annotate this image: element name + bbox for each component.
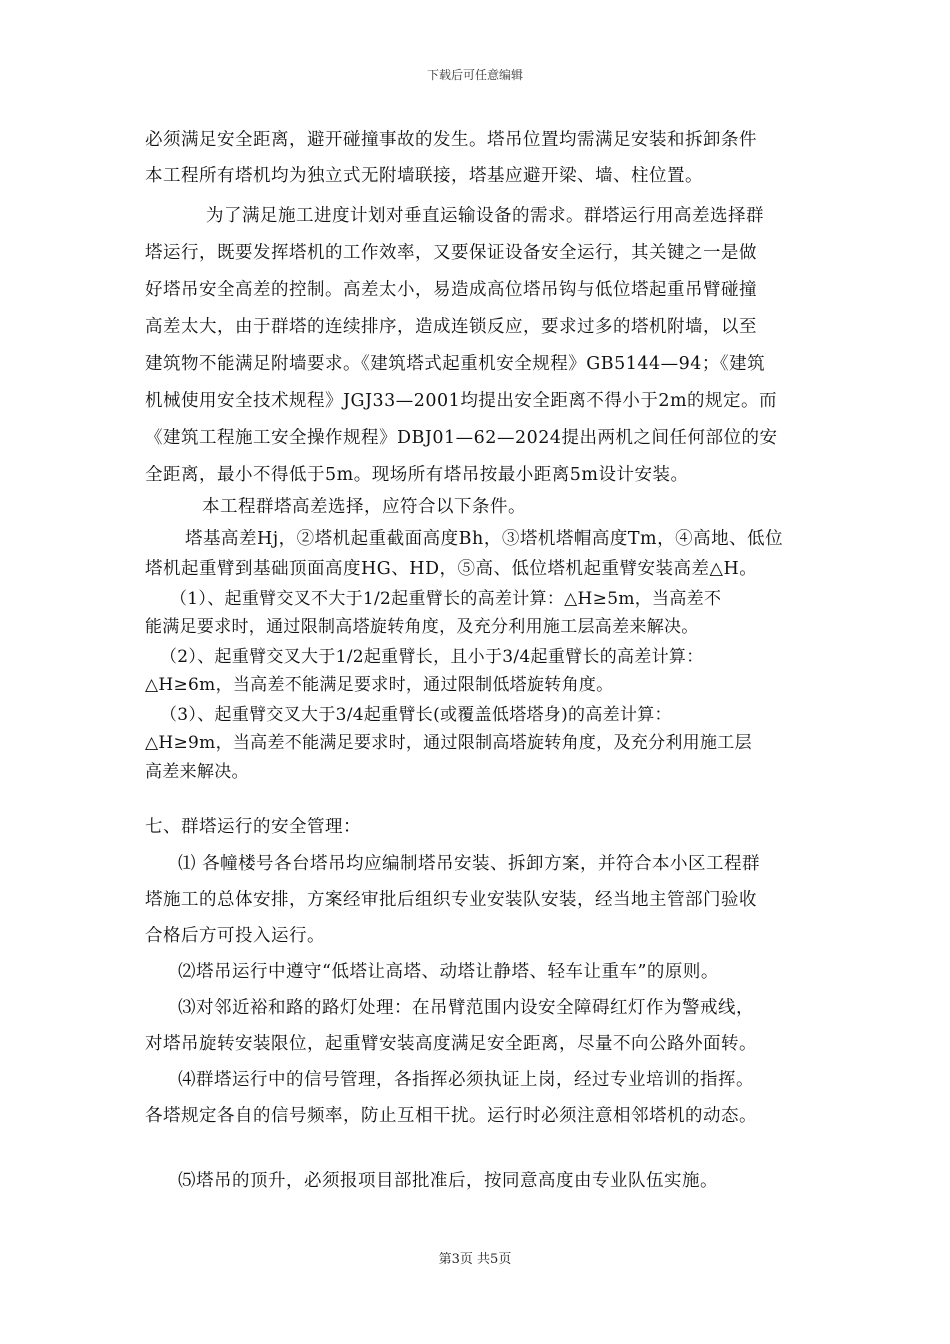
text-line: 好塔吊安全高差的控制。高差太小，易造成高位塔吊钩与低位塔起重吊臂碰撞 <box>145 280 757 300</box>
text-line: 塔基高差Hj，②塔机起重截面高度Bh，③塔机塔帽高度Tm，④高地、低位 <box>185 529 784 549</box>
text-line: 全距离，最小不得低于5m。现场所有塔吊按最小距离5m设计安装。 <box>145 465 689 485</box>
text-line: 高差太大，由于群塔的连续排序，造成连锁反应，要求过多的塔机附墙，以至 <box>145 317 757 337</box>
text-line: 必须满足安全距离，避开碰撞事故的发生。塔吊位置均需满足安装和拆卸条件 <box>145 130 757 150</box>
text-line: ⑵塔吊运行中遵守“低塔让高塔、动塔让静塔、轻车让重车”的原则。 <box>178 962 719 982</box>
text-line: 塔施工的总体安排，方案经审批后组织专业安装队安装，经当地主管部门验收 <box>145 890 757 910</box>
text-line: （3）、起重臂交叉大于3/4起重臂长(或覆盖低塔塔身)的高差计算： <box>160 705 672 725</box>
page-footer: 第3页 共5页 <box>438 1252 512 1267</box>
text-line: 为了满足施工进度计划对垂直运输设备的需求。群塔运行用高差选择群 <box>206 206 764 226</box>
text-line: 建筑物不能满足附墙要求。《建筑塔式起重机安全规程》GB5144—94；《建筑 <box>145 354 766 374</box>
text-line: ⑶对邻近裕和路的路灯处理：在吊臂范围内设安全障碍红灯作为警戒线， <box>178 998 754 1018</box>
text-line: ⑸塔吊的顶升，必须报项目部批准后，按同意高度由专业队伍实施。 <box>178 1171 718 1191</box>
text-line: 本工程群塔高差选择，应符合以下条件。 <box>202 497 526 517</box>
text-line: 高差来解决。 <box>145 762 249 782</box>
text-line: 机械使用安全技术规程》JGJ33—2001均提出安全距离不得小于2m的规定。而 <box>145 391 778 411</box>
text-line: 能满足要求时，通过限制高塔旋转角度，及充分利用施工层高差来解决。 <box>145 617 699 637</box>
text-line: ⑷群塔运行中的信号管理，各指挥必须执证上岗，经过专业培训的指挥。 <box>178 1070 754 1090</box>
text-line: ⑴ 各幢楼号各台塔吊均应编制塔吊安装、拆卸方案，并符合本小区工程群 <box>178 854 761 874</box>
text-line: 对塔吊旋转安装限位，起重臂安装高度满足安全距离，尽量不向公路外面转。 <box>145 1034 757 1054</box>
text-line: 塔运行，既要发挥塔机的工作效率，又要保证设备安全运行，其关键之一是做 <box>145 243 757 263</box>
text-line: 《建筑工程施工安全操作规程》DBJ01—62—2024提出两机之间任何部位的安 <box>145 428 778 448</box>
text-line: 本工程所有塔机均为独立式无附墙联接，塔基应避开梁、墙、柱位置。 <box>145 166 703 186</box>
text-line: （1）、起重臂交叉不大于1/2起重臂长的高差计算：△H≥5m，当高差不 <box>170 589 722 609</box>
text-line: （2）、起重臂交叉大于1/2起重臂长，且小于3/4起重臂长的高差计算： <box>160 647 704 667</box>
page-header: 下载后可任意编辑 <box>426 68 523 82</box>
text-line: △H≥6m，当高差不能满足要求时，通过限制低塔旋转角度。 <box>145 675 614 695</box>
text-line: 塔机起重臂到基础顶面高度HG、HD，⑤高、低位塔机起重臂安装高差△H。 <box>145 559 758 579</box>
text-line: 合格后方可投入运行。 <box>145 926 325 946</box>
text-line: 各塔规定各自的信号频率，防止互相干扰。运行时必须注意相邻塔机的动态。 <box>145 1106 757 1126</box>
text-line: △H≥9m，当高差不能满足要求时，通过限制高塔旋转角度，及充分利用施工层 <box>145 733 752 753</box>
section-heading: 七、群塔运行的安全管理： <box>145 817 361 837</box>
